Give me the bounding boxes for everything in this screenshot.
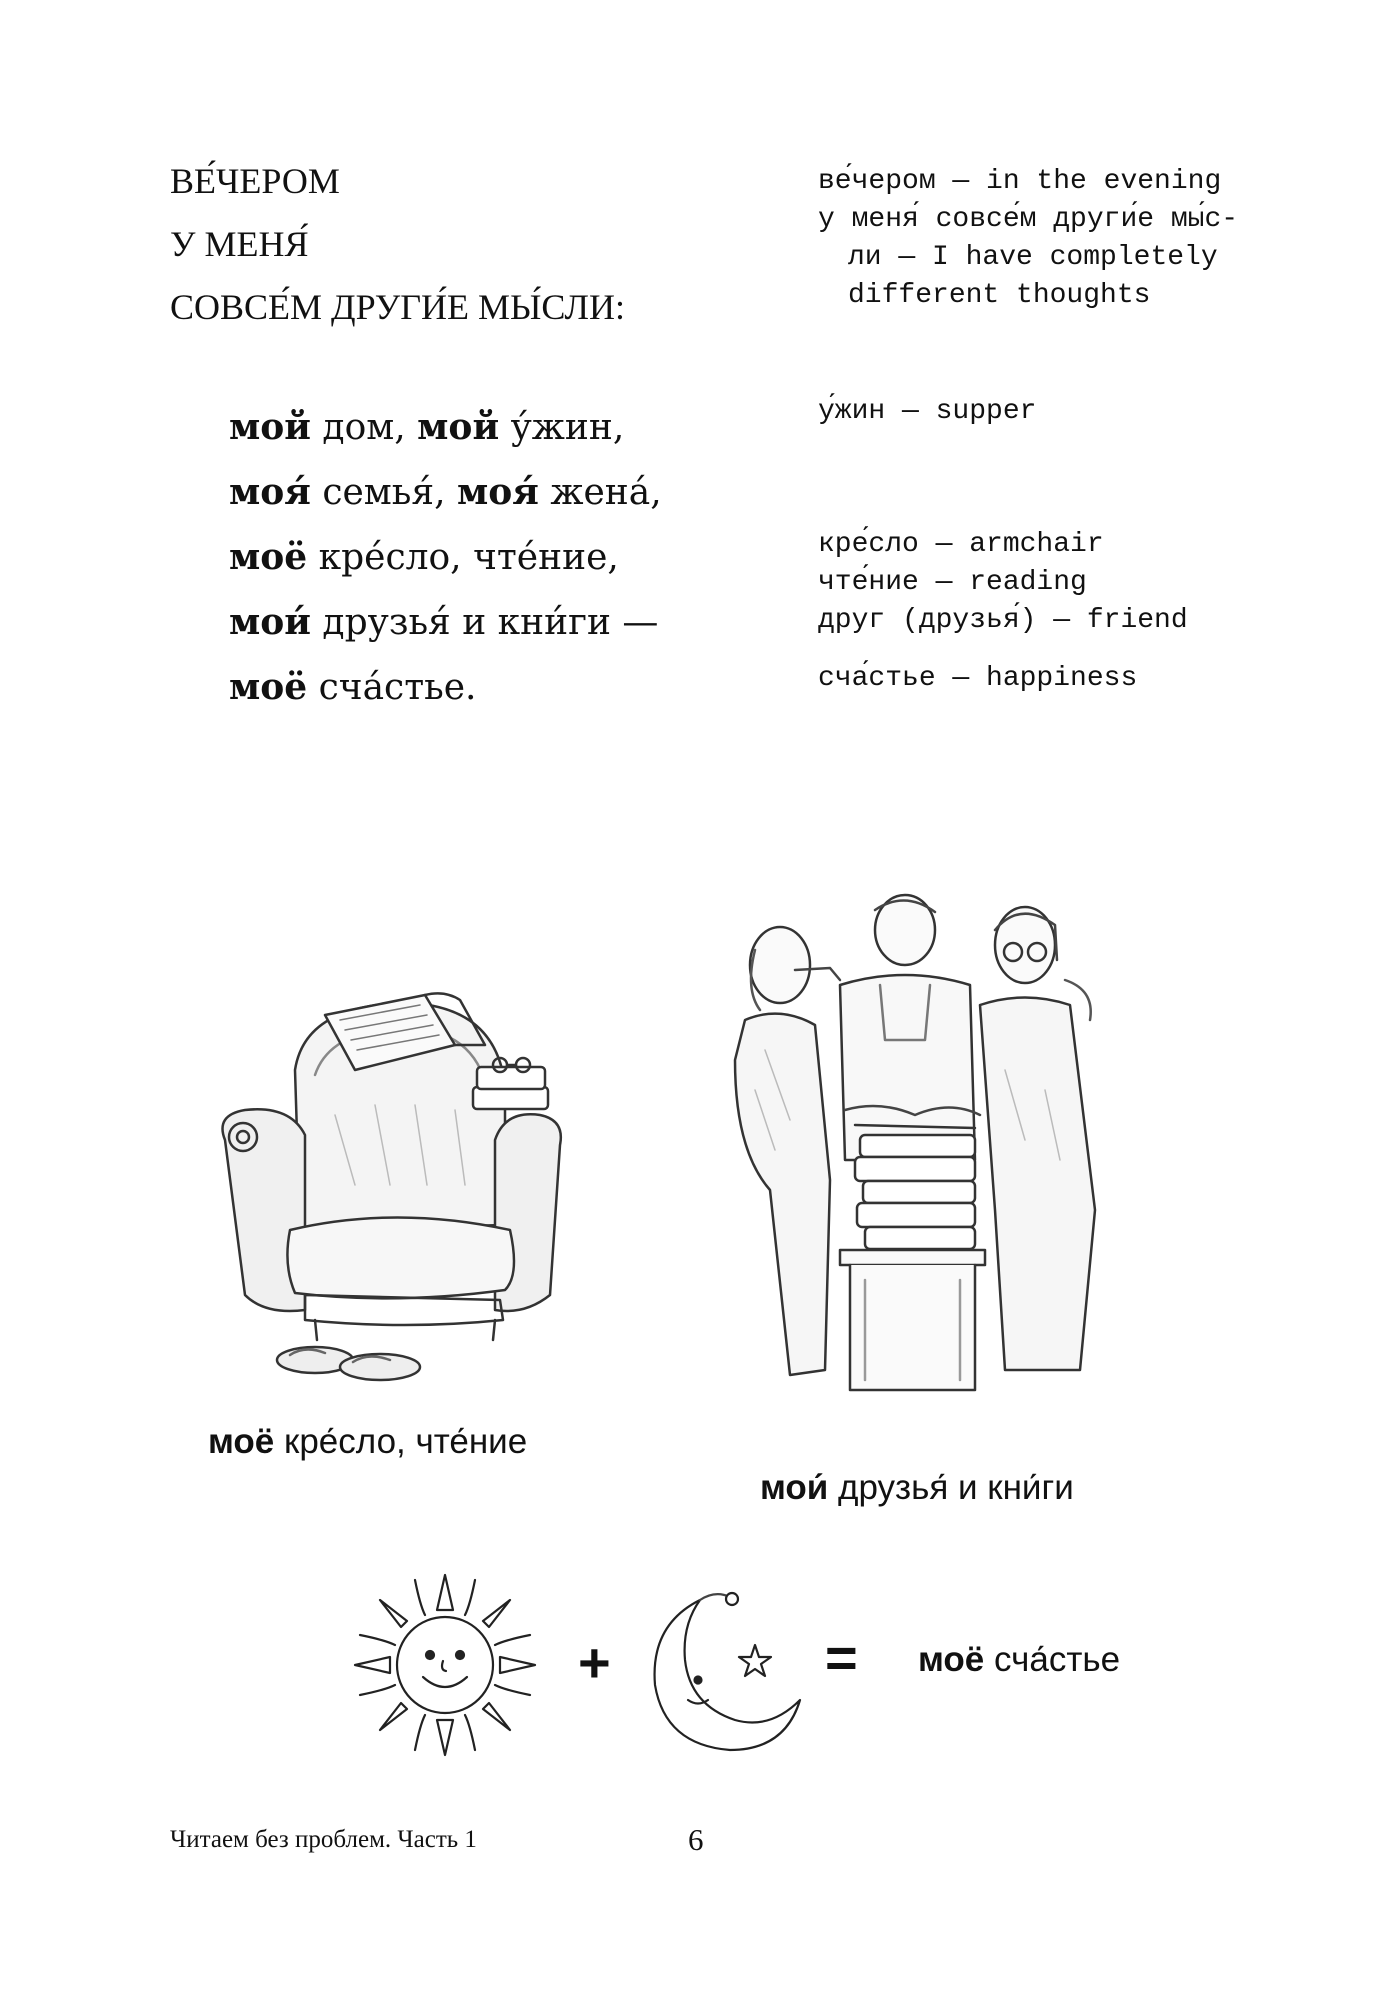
- chair-caption: моё кре́сло, чте́ние: [208, 1422, 528, 1461]
- gloss-reading: чте́ние — reading: [818, 567, 1087, 598]
- section-heading: [170, 150, 625, 339]
- friends-illustration: [705, 890, 1125, 1410]
- friends-caption: мои́ друзья́ и кни́ги: [760, 1468, 1074, 1507]
- gloss-thoughts-2: ли — I have completely: [848, 242, 1218, 273]
- sun-icon: [345, 1565, 545, 1765]
- happiness-caption: моё сча́стье: [918, 1640, 1121, 1679]
- poem-line-3: моё кре́сло, чте́ние,: [229, 536, 619, 578]
- heading-line-3: СОВСЕ́М ДРУГИ́Е МЫ́СЛИ:: [170, 287, 625, 327]
- equals-sign: =: [825, 1626, 858, 1689]
- gloss-supper: у́жин — supper: [818, 396, 1037, 427]
- poem-line-1: мой дом, мой у́жин,: [229, 406, 625, 448]
- gloss-armchair: кре́сло — armchair: [818, 529, 1104, 560]
- moon-icon: [640, 1585, 810, 1760]
- gloss-evening: ве́чером — in the evening: [818, 166, 1222, 197]
- poem: [229, 395, 662, 720]
- gloss-block-1: [818, 163, 1238, 315]
- gloss-friend: друг (друзья́) — friend: [818, 605, 1188, 636]
- plus-sign: +: [578, 1631, 611, 1694]
- book-title-footer: Читаем без проблем. Часть 1: [170, 1826, 477, 1853]
- gloss-happiness: сча́стье — happiness: [818, 663, 1138, 694]
- poem-line-4: мои́ друзья́ и кни́ги —: [229, 601, 659, 643]
- gloss-block-4: [818, 660, 1137, 698]
- poem-line-2: моя́ семья́, моя́ жена́,: [229, 471, 662, 513]
- page-number: 6: [688, 1822, 704, 1857]
- gloss-thoughts-1: у меня́ совсе́м други́е мы́с-: [818, 204, 1239, 235]
- poem-line-5: моё сча́стье.: [229, 666, 477, 708]
- armchair-illustration: [205, 975, 585, 1390]
- heading-line-1: ВЕ́ЧЕРОМ: [170, 161, 340, 201]
- gloss-block-2: [818, 393, 1036, 431]
- gloss-thoughts-3: different thoughts: [848, 280, 1151, 311]
- heading-line-2: У МЕНЯ́: [170, 224, 309, 264]
- gloss-block-3: [818, 526, 1188, 640]
